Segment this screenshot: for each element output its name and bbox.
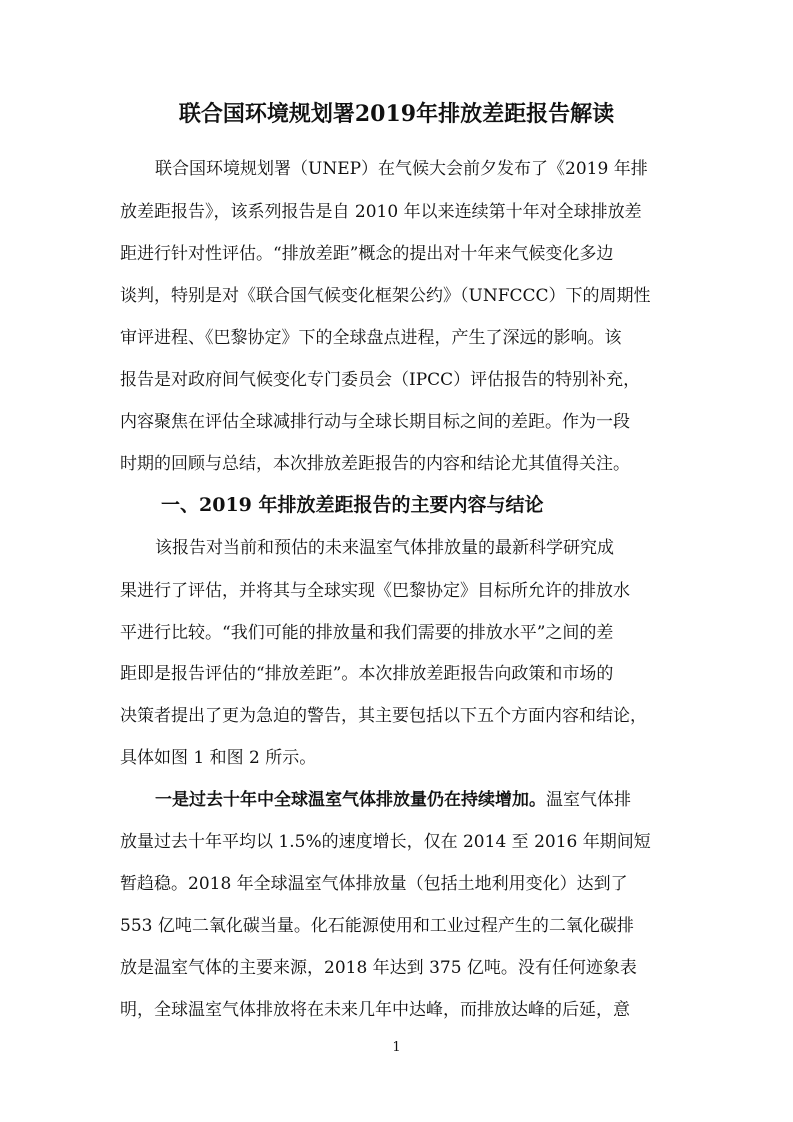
paragraph-1-line-8: 时期的回顾与总结，本次排放差距报告的内容和结论尤其值得关注。	[120, 454, 630, 474]
page-number: 1	[392, 1040, 401, 1055]
paragraph-1-line-4: 谈判，特别是对《联合国气候变化框架公约》（UNFCCC）下的周期性	[120, 286, 651, 306]
section-1-heading: 一、2019 年排放差距报告的主要内容与结论	[161, 494, 544, 516]
paragraph-1-line-5: 审评进程、《巴黎协定》下的全球盘点进程，产生了深远的影响。该	[120, 328, 622, 348]
paragraph-3-lead-bold: 一是过去十年中全球温室气体排放量仍在持续增加。	[155, 790, 546, 810]
paragraph-3-line-2: 放量过去十年平均以 1.5%的速度增长，仅在 2014 至 2016 年期间短	[120, 832, 651, 852]
document-title: 联合国环境规划署2019年排放差距报告解读	[178, 101, 615, 127]
paragraph-1-line-6: 报告是对政府间气候变化专门委员会（IPCC）评估报告的特别补充，	[120, 370, 641, 390]
paragraph-3-line-5: 放是温室气体的主要来源，2018 年达到 375 亿吨。没有任何迹象表	[120, 958, 637, 978]
paragraph-1-line-2: 放差距报告》，该系列报告是自 2010 年以来连续第十年对全球排放差	[120, 202, 642, 222]
paragraph-3-line-1	[155, 788, 631, 812]
paragraph-2-line-5: 决策者提出了更为急迫的警告，其主要包括以下五个方面内容和结论，	[120, 706, 647, 726]
paragraph-3-line-4: 553 亿吨二氧化碳当量。化石能源使用和工业过程产生的二氧化碳排	[120, 916, 634, 936]
paragraph-3-line-6: 明，全球温室气体排放将在未来几年中达峰，而排放达峰的后延，意	[120, 1000, 630, 1020]
paragraph-1-line-7: 内容聚焦在评估全球减排行动与全球长期目标之间的差距。作为一段	[120, 412, 630, 432]
paragraph-3-lead-rest: 温室气体排	[546, 790, 631, 810]
paragraph-1-line-1: 联合国环境规划署（UNEP）在气候大会前夕发布了《2019 年排	[155, 159, 648, 179]
paragraph-3-line-3: 暂趋稳。2018 年全球温室气体排放量（包括土地利用变化）达到了	[120, 874, 628, 894]
paragraph-2-line-4: 距即是报告评估的“排放差距”。本次排放差距报告向政策和市场的	[120, 664, 614, 684]
paragraph-2-line-6: 具体如图 1 和图 2 所示。	[120, 748, 317, 768]
paragraph-2-line-3: 平进行比较。“我们可能的排放量和我们需要的排放水平”之间的差	[120, 623, 614, 643]
paragraph-2-line-2: 果进行了评估，并将其与全球实现《巴黎协定》目标所允许的排放水	[120, 581, 630, 601]
paragraph-1-line-3: 距进行针对性评估。“排放差距”概念的提出对十年来气候变化多边	[120, 244, 614, 264]
paragraph-2-line-1: 该报告对当前和预估的未来温室气体排放量的最新科学研究成	[155, 538, 614, 558]
